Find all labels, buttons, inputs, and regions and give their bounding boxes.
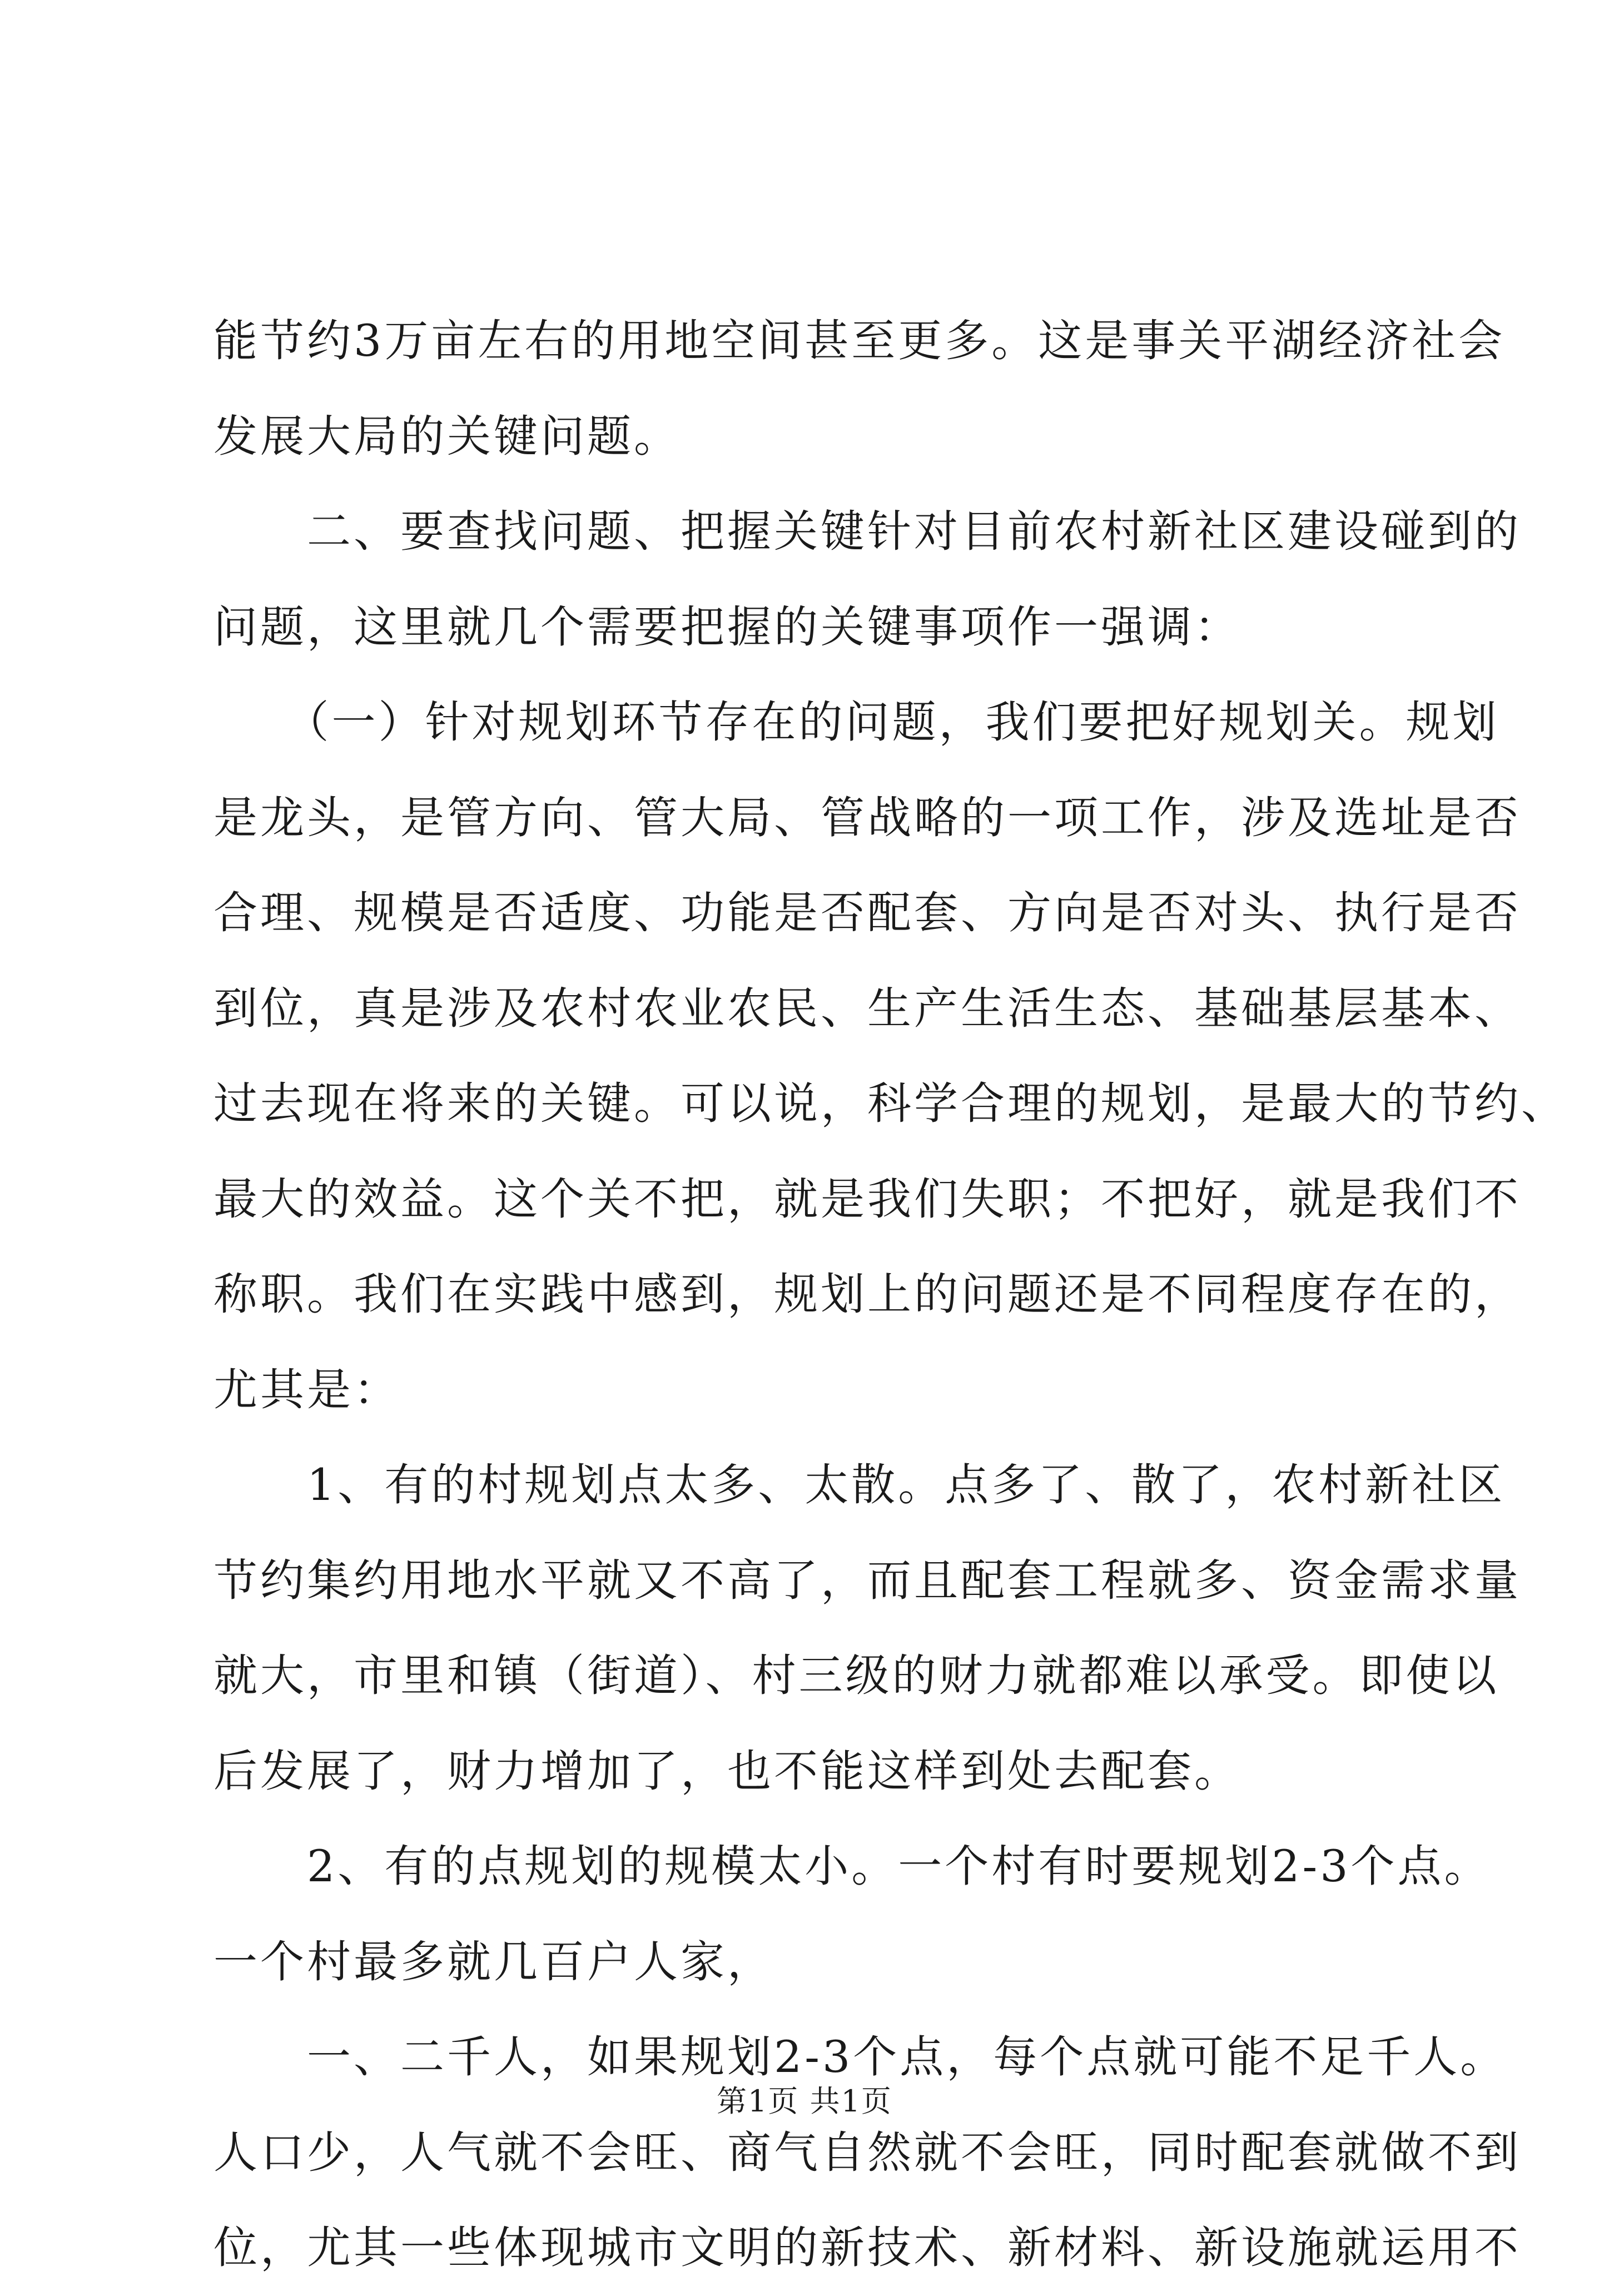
text-line: 2、有的点规划的规模太小。一个村有时要规划2-3个点。 [213,1841,1491,1892]
text-line: 称职。我们在实践中感到，规划上的问题还是不同程度存在的， [213,1269,1521,1320]
text-line: 一个村最多就几百户人家， [213,1936,774,1987]
text-line: 最大的效益。这个关不把，就是我们失职；不把好，就是我们不 [213,1173,1521,1225]
text-line: 到位，真是涉及农村农业农民、生产生活生态、基础基层基本、 [213,982,1521,1034]
text-line: 一、二千人，如果规划2-3个点，每个点就可能不足千人。 [213,2031,1507,2083]
text-line: 发展大局的关键问题。 [213,410,681,462]
text-line: 1、有的村规划点太多、太散。点多了、散了，农村新社区 [213,1459,1506,1510]
text-line: 是龙头，是管方向、管大局、管战略的一项工作，涉及选址是否 [213,792,1521,843]
text-line: 尤其是： [213,1364,400,1415]
text-line: 就大，市里和镇（街道）、村三级的财力就都难以承受。即使以 [213,1650,1499,1701]
page-footer: 第1页 共1页 [717,2084,892,2119]
text-line: （一）针对规划环节存在的问题，我们要把好规划关。规划 [213,697,1499,748]
document-body [213,294,1568,2296]
text-line: 合理、规模是否适度、功能是否配套、方向是否对头、执行是否 [213,887,1521,938]
text-line: 能节约3万亩左右的用地空间甚至更多。这是事关平湖经济社会 [213,315,1506,366]
text-line: 位，尤其一些体现城市文明的新技术、新材料、新设施就运用不 [213,2222,1521,2273]
text-line: 过去现在将来的关键。可以说，科学合理的规划，是最大的节约、 [213,1078,1568,1129]
text-line: 节约集约用地水平就又不高了，而且配套工程就多、资金需求量 [213,1554,1521,1606]
text-line: 二、要查找问题、把握关键针对目前农村新社区建设碰到的 [213,506,1521,557]
text-line: 后发展了，财力增加了，也不能这样到处去配套。 [213,1745,1241,1797]
text-line: 人口少，人气就不会旺、商气自然就不会旺，同时配套就做不到 [213,2126,1521,2178]
text-line: 问题，这里就几个需要把握的关键事项作一强调： [213,601,1241,653]
